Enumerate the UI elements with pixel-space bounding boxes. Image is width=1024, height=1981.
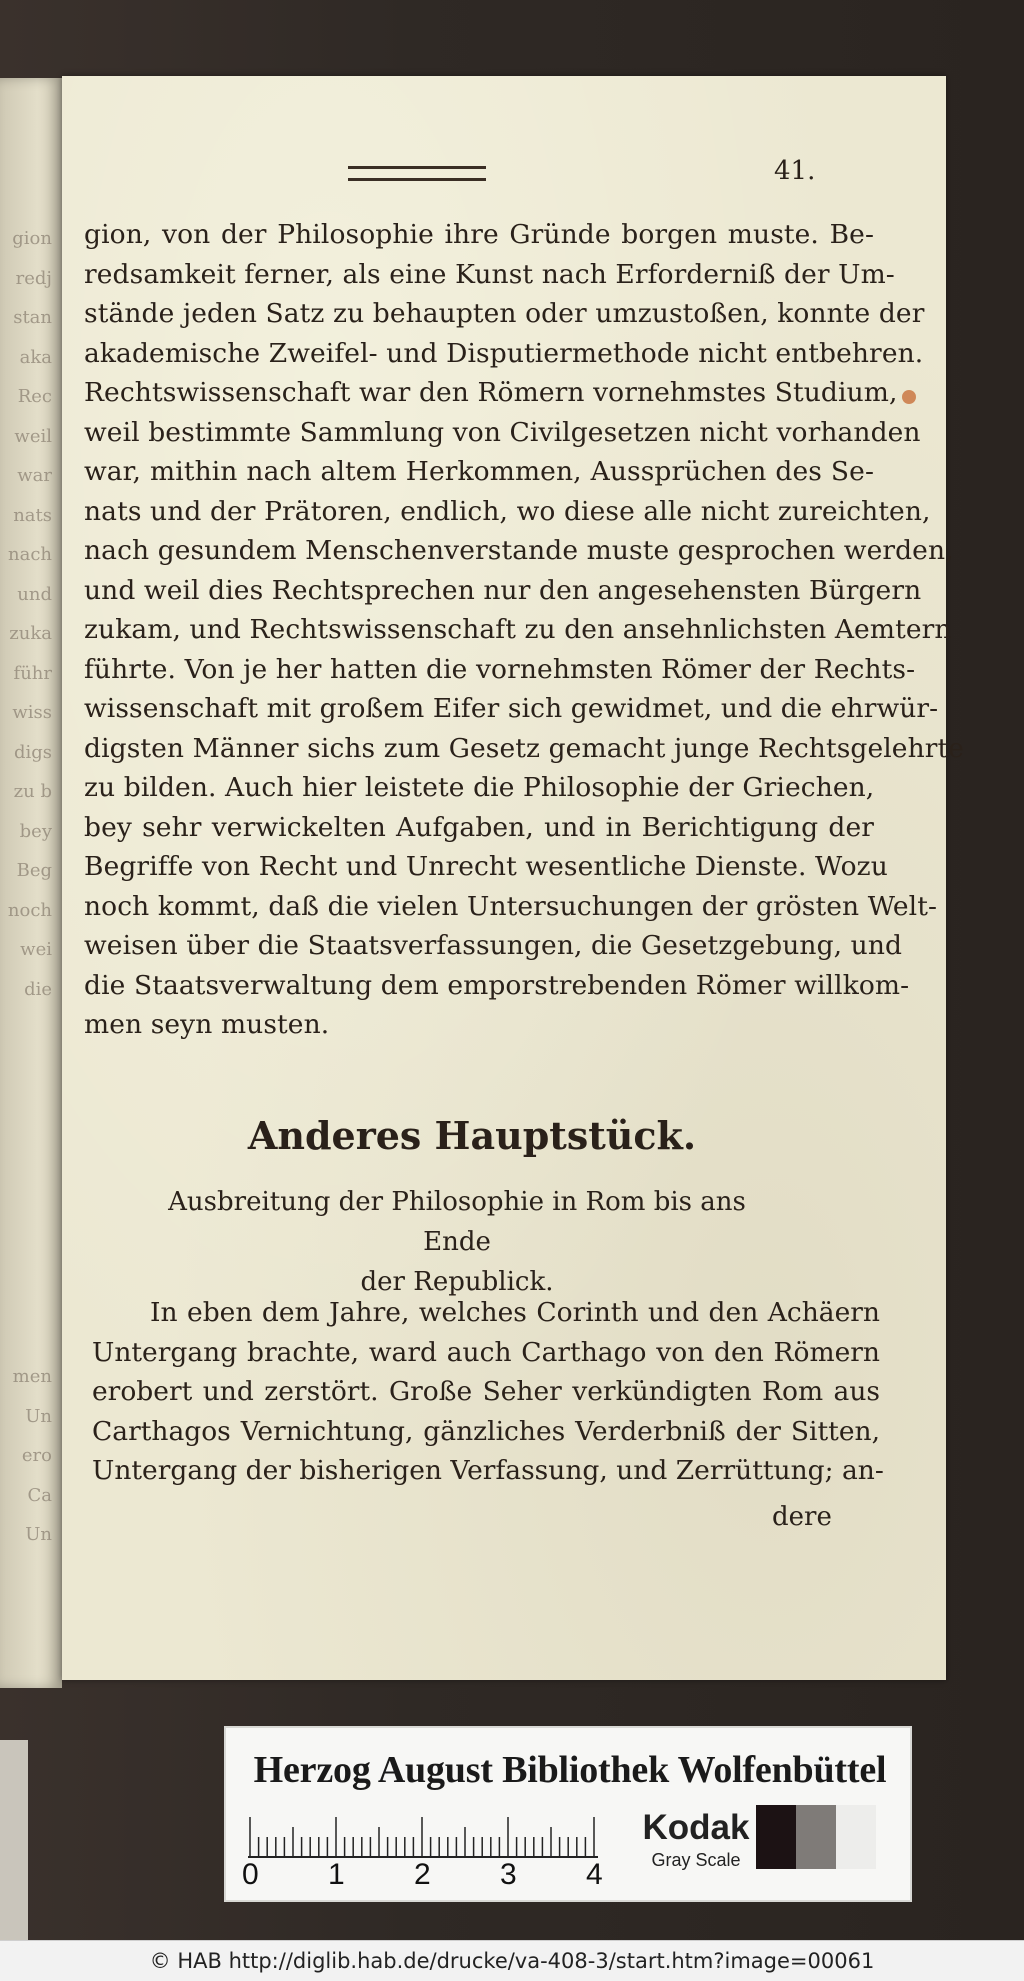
text-line: Untergang brachte, ward auch Carthago von den Römern [92,1336,880,1368]
chapter-subtitle [132,1182,782,1302]
chapter-title: Anderes Hauptstück. [247,1113,697,1158]
bleed-fragment: Un [25,1524,52,1545]
text-line: Untergang der bisherigen Verfassung, und Zerrüttung; an- [92,1455,884,1486]
gray-swatch [796,1805,836,1869]
bleed-fragment: wiss [12,702,52,723]
text-line: weil bestimmte Sammlung von Civilgesetzen nicht vorhanden [84,416,921,448]
text-line: zu bilden. Auch hier leistete die Philosophie der Griechen, [84,772,875,803]
text-line: nats und der Prätoren, endlich, wo diese alle nicht zureichten, [84,495,931,527]
ruler-label: 3 [500,1858,517,1891]
chapter-body-text [92,1293,884,1491]
bleed-fragment: men [12,1366,52,1387]
text-line: Begriffe von Recht und Unrecht wesentliche Dienste. Wozu [84,851,888,882]
bleed-fragment: die [24,978,52,1000]
text-line: nach gesundem Menschenverstande muste gesprochen werden, [84,535,954,566]
text-line: digsten Männer sichs zum Gesetz gemacht junge Rechtsgelehrte [84,732,965,764]
bleed-fragment: führ [13,662,52,684]
bleed-fragment: stan [13,307,52,328]
text-line: akademische Zweifel- und Disputiermethode nicht entbehren. [84,337,924,369]
ruler-label: 4 [586,1858,603,1891]
text-line: die Staatsverwaltung dem emporstrebenden Römer willkom- [84,969,910,1001]
color-scale-card [224,1726,912,1902]
body-text [84,215,965,1045]
gray-swatches [756,1805,876,1869]
bleed-fragment: zuka [9,623,52,644]
text-line: noch kommt, daß die vielen Untersuchungen der grösten Welt- [84,890,938,922]
ruler-label: 0 [242,1858,259,1891]
page-number: 41. [774,156,816,186]
bleed-fragment: bey [19,820,52,842]
text-line: In eben dem Jahre, welches Corinth und den Achäern [150,1297,880,1328]
bleed-fragment: redj [15,267,52,289]
footer [0,1940,1024,1981]
gray-scale-label: Gray Scale [651,1850,741,1870]
bleed-fragment: Ca [27,1484,52,1506]
bleed-fragment: weil [14,425,52,447]
previous-page-strip [0,1740,28,1940]
bleed-fragment: Un [25,1405,52,1427]
bleed-fragment: ero [21,1445,52,1466]
text-line: redsamkeit ferner, als eine Kunst nach Erforderniß der Um- [84,258,895,290]
bleed-fragment: wei [20,939,52,960]
bleed-fragment: digs [13,741,52,763]
bleed-fragment: nach [8,544,52,565]
chapter-subtitle-line: Ausbreitung der Philosophie in Rom bis ans Ende [168,1187,746,1257]
library-name: Herzog August Bibliothek Wolfenbüttel [253,1749,887,1791]
text-line: bey sehr verwickelten Aufgaben, und in Berichtigung der [84,811,874,843]
bleed-fragment: und [17,583,52,605]
text-line: gion, von der Philosophie ihre Gründe borgen muste. Be- [84,219,874,250]
bleed-fragment: zu b [13,781,52,802]
bleed-fragment: noch [7,899,52,921]
bleed-fragment: war [17,465,52,486]
bleed-fragment: Beg [16,860,52,881]
source-link[interactable]: © HAB http://diglib.hab.de/drucke/va-408-3/start.htm?image=00061 [149,1949,875,1973]
kodak-logo: Kodak [642,1808,750,1847]
text-line: men seyn musten. [84,1009,330,1040]
bleed-fragment: Rec [17,386,52,407]
text-line: und weil dies Rechtsprechen nur den angesehensten Bürgern [84,574,922,606]
catchword: dere [772,1502,832,1532]
ruler-scale [248,1814,598,1858]
ruler-label: 1 [328,1858,345,1891]
ruler-label: 2 [414,1858,431,1891]
text-line: erobert und zerstört. Große Seher verkündigten Rom aus [92,1376,880,1407]
gray-swatch [836,1805,876,1869]
previous-page-edge [0,78,62,1688]
ruler-labels [242,1858,608,1892]
text-line: zukam, und Rechtswissenschaft zu den ansehnlichsten Aemtern [84,614,952,645]
text-line: Carthagos Vernichtung, gänzliches Verderbniß der Sitten, [92,1415,880,1447]
text-line: führte. Von je her hatten die vornehmsten Römer der Rechts- [84,653,916,685]
bleed-fragment: gion [12,228,52,249]
header-rule [348,166,486,181]
gray-swatch [756,1805,796,1869]
bleed-fragment: nats [13,504,52,526]
text-line: war, mithin nach altem Herkommen, Aussprüchen des Se- [84,456,874,487]
text-line: wissenschaft mit großem Eifer sich gewidmet, und die ehrwür- [84,693,939,724]
book-page [62,76,965,1680]
paper-stain [902,390,916,404]
chapter-subtitle-line: der Republick. [360,1267,554,1297]
bleed-fragment: aka [19,346,52,368]
text-line: Rechtswissenschaft war den Römern vornehmstes Studium, [84,377,898,408]
text-line: weisen über die Staatsverfassungen, die Gesetzgebung, und [84,930,903,961]
text-line: stände jeden Satz zu behaupten oder umzustoßen, konnte der [84,298,925,329]
